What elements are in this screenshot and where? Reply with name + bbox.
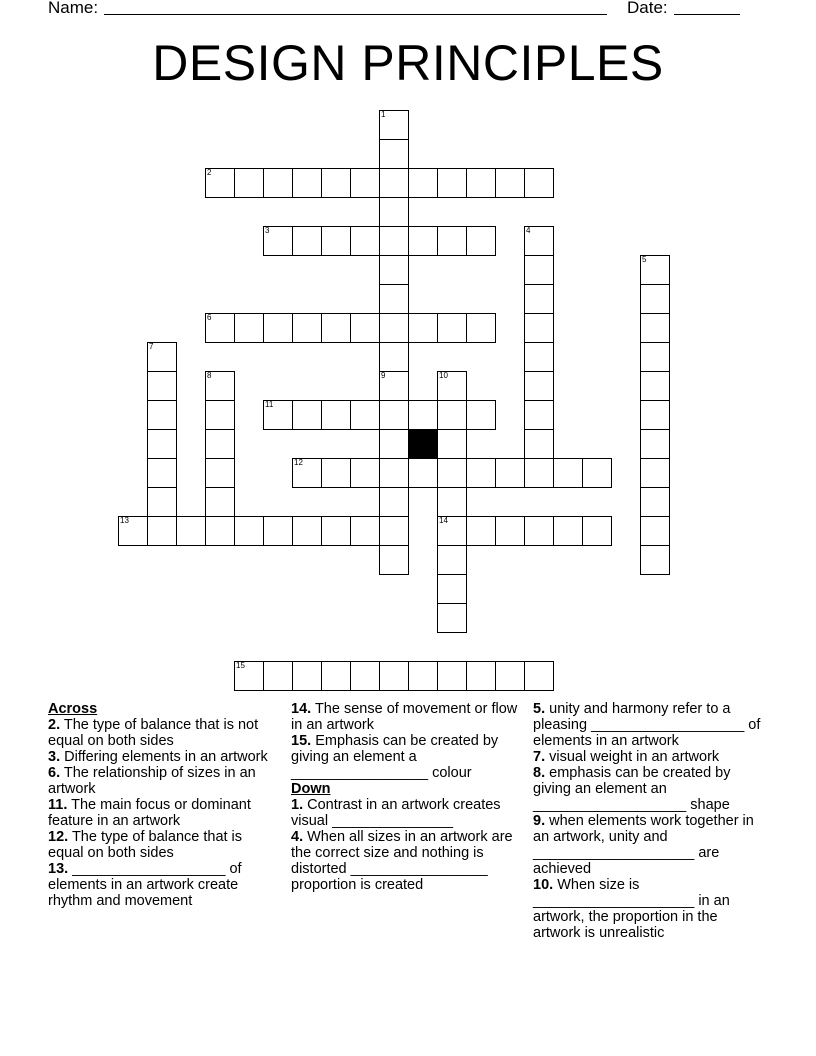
clue-text: unity and harmony refer to a pleasing ___________________ of elements in an artwork <box>533 701 761 749</box>
down-heading: Down <box>291 781 331 797</box>
cell-number: 14 <box>439 516 448 525</box>
grid-cell[interactable] <box>466 661 496 691</box>
grid-cell[interactable] <box>640 400 670 430</box>
clue-text: visual weight in an artwork <box>549 749 720 765</box>
grid-cell[interactable] <box>205 458 235 488</box>
clue-down-4 <box>291 829 519 893</box>
grid-cell[interactable] <box>437 371 467 401</box>
clues-column-3 <box>533 701 763 941</box>
grid-cell[interactable] <box>437 574 467 604</box>
grid-cell[interactable] <box>292 168 322 198</box>
clue-across-2 <box>48 717 273 749</box>
grid-cell[interactable] <box>437 487 467 517</box>
cell-number: 1 <box>381 110 386 119</box>
grid-cell[interactable] <box>408 313 438 343</box>
cell-number: 7 <box>149 342 154 351</box>
grid-cell[interactable] <box>292 313 322 343</box>
grid-cell[interactable] <box>379 429 409 459</box>
cell-number: 13 <box>120 516 129 525</box>
grid-cell[interactable] <box>466 458 496 488</box>
grid-cell[interactable] <box>553 458 583 488</box>
grid-cell[interactable] <box>292 661 322 691</box>
clue-number: 12. <box>48 829 69 845</box>
clue-across-11 <box>48 797 273 829</box>
grid-cell[interactable] <box>466 226 496 256</box>
grid-cell[interactable] <box>292 226 322 256</box>
grid-cell[interactable] <box>350 226 380 256</box>
grid-cell[interactable] <box>495 516 525 546</box>
clue-number: 10. <box>533 877 554 893</box>
grid-cell[interactable] <box>321 226 351 256</box>
grid-cell[interactable] <box>640 342 670 372</box>
grid-cell[interactable] <box>524 284 554 314</box>
grid-cell[interactable] <box>379 110 409 140</box>
grid-cell[interactable] <box>640 429 670 459</box>
grid-cell[interactable] <box>379 458 409 488</box>
grid-cell[interactable] <box>408 226 438 256</box>
grid-cell[interactable] <box>350 661 380 691</box>
grid-cell[interactable] <box>582 458 612 488</box>
grid-cell[interactable] <box>437 168 467 198</box>
grid-cell[interactable] <box>292 516 322 546</box>
clue-number: 5. <box>533 701 546 717</box>
grid-cell[interactable] <box>466 516 496 546</box>
clue-down-5 <box>533 701 763 749</box>
page-title: DESIGN PRINCIPLES <box>152 35 664 91</box>
grid-cell[interactable] <box>176 516 206 546</box>
grid-cell[interactable] <box>437 545 467 575</box>
grid-cell[interactable] <box>524 342 554 372</box>
grid-cell[interactable] <box>147 342 177 372</box>
grid-cell[interactable] <box>524 226 554 256</box>
grid-cell[interactable] <box>205 400 235 430</box>
clue-across-3 <box>48 749 273 765</box>
clue-number: 2. <box>48 717 61 733</box>
clue-number: 7. <box>533 749 546 765</box>
clue-text: The relationship of sizes in an artwork <box>48 765 256 797</box>
clue-number: 14. <box>291 701 312 717</box>
grid-cell[interactable] <box>292 400 322 430</box>
grid-cell[interactable] <box>640 487 670 517</box>
grid-cell[interactable] <box>524 168 554 198</box>
grid-cell[interactable] <box>495 661 525 691</box>
grid-cell[interactable] <box>437 603 467 633</box>
grid-cell[interactable] <box>147 400 177 430</box>
black-square <box>408 429 438 459</box>
grid-cell[interactable] <box>640 516 670 546</box>
clue-down-1 <box>291 797 519 829</box>
grid-cell[interactable] <box>379 255 409 285</box>
grid-cell[interactable] <box>379 487 409 517</box>
grid-cell[interactable] <box>205 516 235 546</box>
grid-cell[interactable] <box>379 226 409 256</box>
clue-text: The main focus or dominant feature in an artwork <box>48 797 251 829</box>
grid-cell[interactable] <box>321 516 351 546</box>
clue-number: 15. <box>291 733 312 749</box>
clues-column-2 <box>291 701 519 893</box>
grid-cell[interactable] <box>263 516 293 546</box>
grid-cell[interactable] <box>234 516 264 546</box>
cell-number: 5 <box>642 255 647 264</box>
grid-cell[interactable] <box>553 516 583 546</box>
grid-cell[interactable] <box>379 197 409 227</box>
cell-number: 11 <box>265 400 274 409</box>
clues-column-1 <box>48 701 273 909</box>
clue-number: 3. <box>48 749 61 765</box>
grid-cell[interactable] <box>321 168 351 198</box>
grid-cell[interactable] <box>437 516 467 546</box>
clue-text: Contrast in an artwork creates visual _______________ <box>291 797 501 829</box>
cell-number: 15 <box>236 661 245 670</box>
cell-number: 6 <box>207 313 212 322</box>
grid-cell[interactable] <box>263 313 293 343</box>
grid-cell[interactable] <box>408 458 438 488</box>
clue-text: When size is ____________________ in an artwork, the proportion in the artwork is unrealistic <box>533 877 730 941</box>
grid-cell[interactable] <box>408 400 438 430</box>
grid-cell[interactable] <box>379 139 409 169</box>
grid-cell[interactable] <box>524 458 554 488</box>
grid-cell[interactable] <box>350 168 380 198</box>
grid-cell[interactable] <box>321 661 351 691</box>
grid-cell[interactable] <box>640 284 670 314</box>
grid-cell[interactable] <box>205 168 235 198</box>
grid-cell[interactable] <box>263 661 293 691</box>
clue-number: 6. <box>48 765 61 781</box>
grid-cell[interactable] <box>495 168 525 198</box>
grid-cell[interactable] <box>234 661 264 691</box>
grid-cell[interactable] <box>379 516 409 546</box>
grid-cell[interactable] <box>379 313 409 343</box>
grid-cell[interactable] <box>524 661 554 691</box>
grid-cell[interactable] <box>234 168 264 198</box>
grid-cell[interactable] <box>640 255 670 285</box>
grid-cell[interactable] <box>292 458 322 488</box>
grid-cell[interactable] <box>379 661 409 691</box>
cell-number: 8 <box>207 371 212 380</box>
grid-cell[interactable] <box>205 487 235 517</box>
grid-cell[interactable] <box>495 458 525 488</box>
cell-number: 9 <box>381 371 386 380</box>
clue-text: emphasis can be created by giving an element an ___________________ shape <box>533 765 731 813</box>
clue-number: 8. <box>533 765 546 781</box>
grid-cell[interactable] <box>466 400 496 430</box>
grid-cell[interactable] <box>466 168 496 198</box>
clue-across-12 <box>48 829 273 861</box>
grid-cell[interactable] <box>379 168 409 198</box>
grid-cell[interactable] <box>350 458 380 488</box>
clue-text: Emphasis can be created by giving an element a _________________ colour <box>291 733 499 781</box>
grid-cell[interactable] <box>640 545 670 575</box>
clue-text: ___________________ of elements in an artwork create rhythm and movement <box>48 861 242 909</box>
grid-cell[interactable] <box>263 168 293 198</box>
grid-cell[interactable] <box>524 313 554 343</box>
grid-cell[interactable] <box>147 371 177 401</box>
grid-cell[interactable] <box>205 429 235 459</box>
clue-number: 11. <box>48 797 68 813</box>
grid-cell[interactable] <box>350 516 380 546</box>
across-heading: Across <box>48 701 98 717</box>
grid-cell[interactable] <box>379 371 409 401</box>
clue-across-15 <box>291 733 519 781</box>
grid-cell[interactable] <box>524 255 554 285</box>
grid-cell[interactable] <box>118 516 148 546</box>
grid-cell[interactable] <box>321 458 351 488</box>
grid-cell[interactable] <box>379 545 409 575</box>
grid-cell[interactable] <box>321 400 351 430</box>
date-label: Date: <box>627 0 668 17</box>
grid-cell[interactable] <box>147 458 177 488</box>
grid-cell[interactable] <box>379 342 409 372</box>
grid-cell[interactable] <box>640 458 670 488</box>
clue-down-10 <box>533 877 763 941</box>
grid-cell[interactable] <box>437 226 467 256</box>
cell-number: 12 <box>294 458 303 467</box>
grid-cell[interactable] <box>408 168 438 198</box>
grid-cell[interactable] <box>582 516 612 546</box>
clue-down-8 <box>533 765 763 813</box>
cell-number: 2 <box>207 168 212 177</box>
grid-cell[interactable] <box>437 661 467 691</box>
grid-cell[interactable] <box>234 313 264 343</box>
clue-number: 13. <box>48 861 69 877</box>
cell-number: 3 <box>265 226 270 235</box>
grid-cell[interactable] <box>437 458 467 488</box>
clue-across-6 <box>48 765 273 797</box>
clue-number: 1. <box>291 797 304 813</box>
grid-cell[interactable] <box>147 516 177 546</box>
grid-cell[interactable] <box>263 400 293 430</box>
clue-text: When all sizes in an artwork are the correct size and nothing is distorted _________________ proportion is created <box>291 829 513 893</box>
grid-cell[interactable] <box>640 313 670 343</box>
clue-across-14 <box>291 701 519 733</box>
clue-text: The type of balance that is not equal on both sides <box>48 717 259 749</box>
name-label: Name: <box>48 0 99 17</box>
grid-cell[interactable] <box>205 371 235 401</box>
grid-cell[interactable] <box>437 313 467 343</box>
clue-text: when elements work together in an artwork, unity and ____________________ are achieved <box>533 813 754 877</box>
grid-cell[interactable] <box>379 400 409 430</box>
grid-cell[interactable] <box>466 313 496 343</box>
grid-cell[interactable] <box>263 226 293 256</box>
clue-number: 9. <box>533 813 546 829</box>
clue-text: The type of balance that is equal on both sides <box>48 829 243 861</box>
cell-number: 4 <box>526 226 531 235</box>
grid-cell[interactable] <box>147 429 177 459</box>
grid-cell[interactable] <box>524 400 554 430</box>
grid-cell[interactable] <box>350 313 380 343</box>
grid-cell[interactable] <box>524 516 554 546</box>
grid-cell[interactable] <box>205 313 235 343</box>
grid-cell[interactable] <box>379 284 409 314</box>
grid-cell[interactable] <box>437 429 467 459</box>
grid-cell[interactable] <box>437 400 467 430</box>
clue-text: The sense of movement or flow in an artwork <box>291 701 518 733</box>
grid-cell[interactable] <box>408 661 438 691</box>
grid-cell[interactable] <box>350 400 380 430</box>
clue-text: Differing elements in an artwork <box>64 749 268 765</box>
clue-across-13 <box>48 861 273 909</box>
grid-cell[interactable] <box>321 313 351 343</box>
grid-cell[interactable] <box>524 371 554 401</box>
grid-cell[interactable] <box>147 487 177 517</box>
cell-number: 10 <box>439 371 448 380</box>
grid-cell[interactable] <box>524 429 554 459</box>
clue-number: 4. <box>291 829 304 845</box>
clue-down-9 <box>533 813 763 877</box>
grid-cell[interactable] <box>640 371 670 401</box>
clue-down-7 <box>533 749 763 765</box>
